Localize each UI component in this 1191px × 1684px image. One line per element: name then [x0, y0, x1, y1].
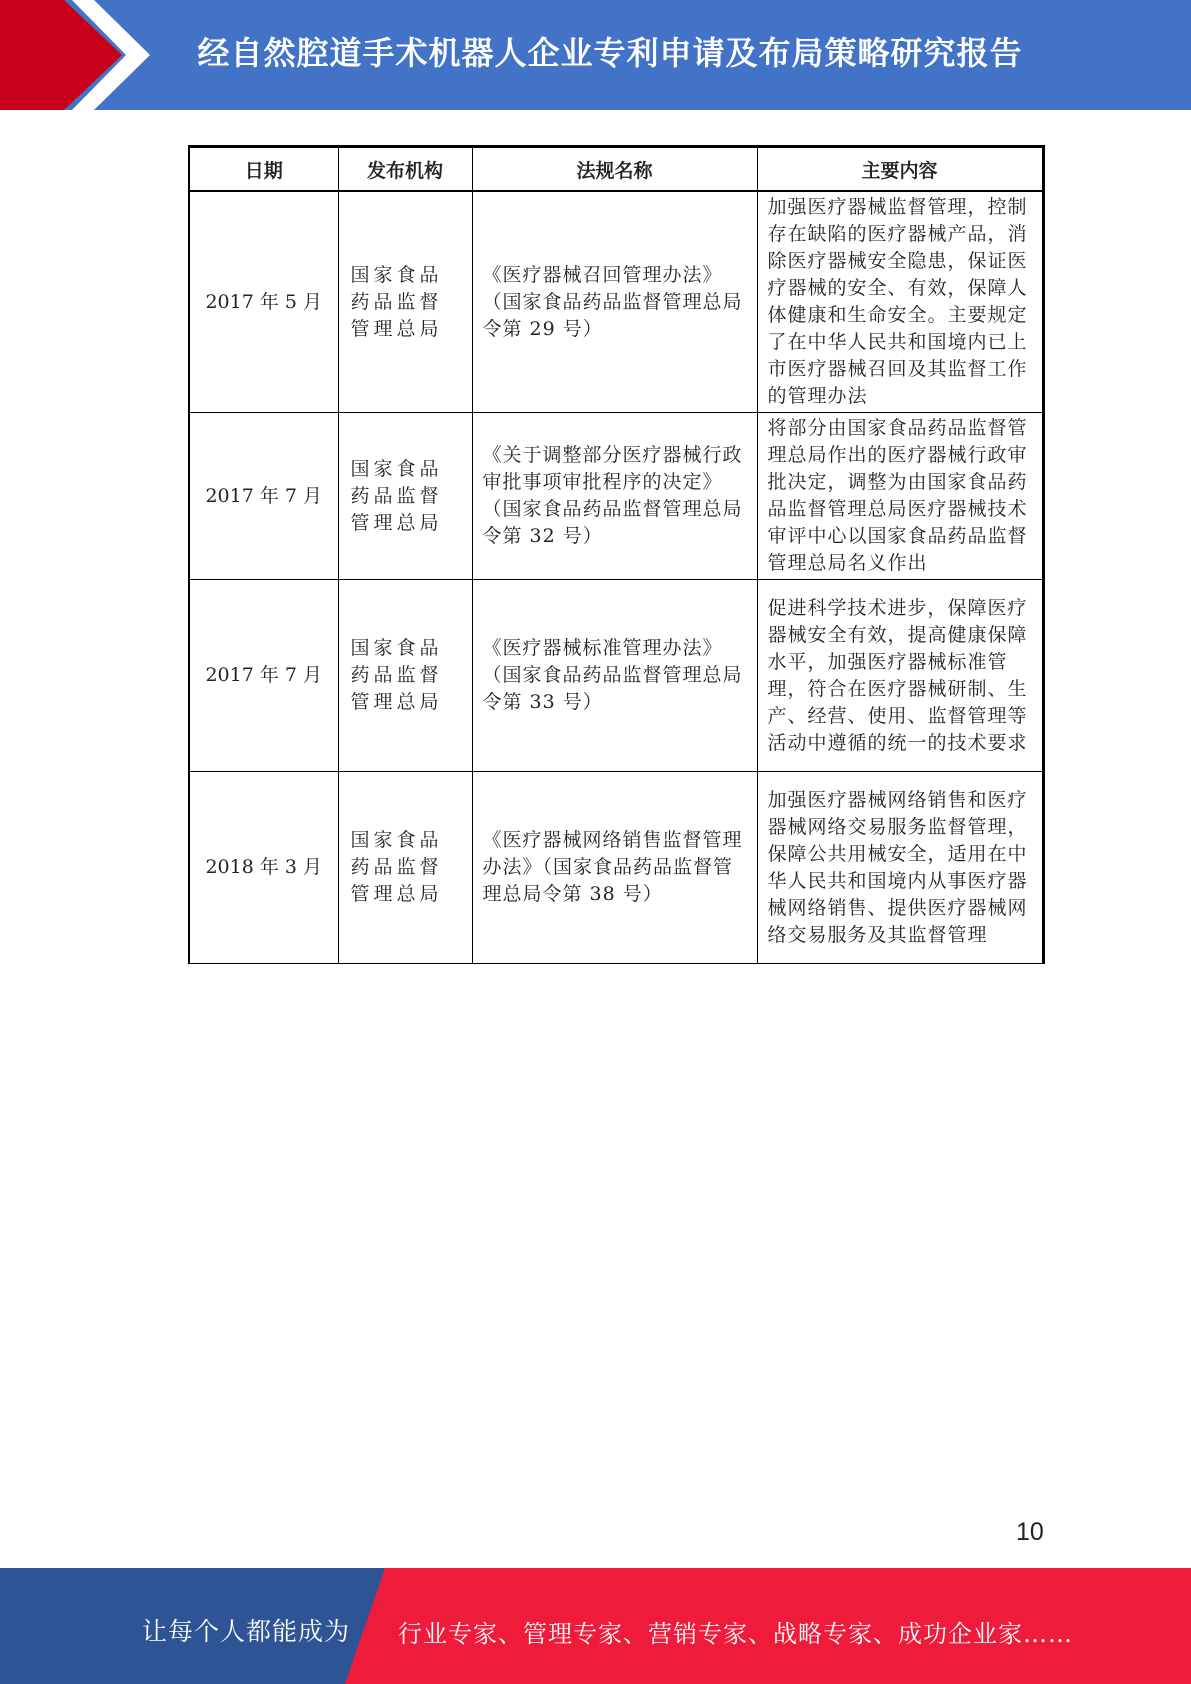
cell-name: 《医疗器械标准管理办法》（国家食品药品监督管理总局令第 33 号） — [472, 580, 757, 772]
cell-name: 《医疗器械网络销售监督管理办法》（国家食品药品监督管理总局令第 38 号） — [472, 772, 757, 964]
footer-slogan-right: 行业专家、管理专家、营销专家、战略专家、成功企业家…… — [398, 1620, 1073, 1648]
table-row — [189, 191, 1043, 413]
header-arrow-icon — [0, 0, 150, 110]
cell-date: 2018 年 3 月 — [189, 772, 338, 964]
cell-org: 国家食品药品监督管理总局 — [338, 191, 472, 413]
cell-name: 《关于调整部分医疗器械行政审批事项审批程序的决定》（国家食品药品监督管理总局令第 32 号） — [472, 413, 757, 580]
cell-date: 2017 年 5 月 — [189, 191, 338, 413]
cell-org: 国家食品药品监督管理总局 — [338, 772, 472, 964]
cell-content: 促进科学技术进步，保障医疗器械安全有效，提高健康保障水平，加强医疗器械标准管理，符合在医疗器械研制、生产、经营、使用、监督管理等活动中遵循的统一的技术要求 — [757, 580, 1043, 772]
cell-org: 国家食品药品监督管理总局 — [338, 580, 472, 772]
cell-content: 将部分由国家食品药品监督管理总局作出的医疗器械行政审批决定，调整为由国家食品药品监督管理总局医疗器械技术审评中心以国家食品药品监督管理总局名义作出 — [757, 413, 1043, 580]
column-header-org: 发布机构 — [338, 147, 472, 192]
cell-date: 2017 年 7 月 — [189, 413, 338, 580]
column-header-name: 法规名称 — [472, 147, 757, 192]
table-row — [189, 413, 1043, 580]
table-header-row — [189, 147, 1043, 192]
cell-org: 国家食品药品监督管理总局 — [338, 413, 472, 580]
footer-banner — [0, 1568, 1191, 1684]
cell-date: 2017 年 7 月 — [189, 580, 338, 772]
column-header-content: 主要内容 — [757, 147, 1043, 192]
page-number: 10 — [1016, 1518, 1044, 1546]
table-row — [189, 772, 1043, 964]
page-title: 经自然腔道手术机器人企业专利申请及布局策略研究报告 — [197, 34, 1023, 72]
cell-content: 加强医疗器械监督管理，控制存在缺陷的医疗器械产品，消除医疗器械安全隐患，保证医疗器械的安全、有效，保障人体健康和生命安全。主要规定了在中华人民共和国境内已上市医疗器械召回及其监督工作的管理办法 — [757, 191, 1043, 413]
regulations-table — [188, 145, 1045, 964]
column-header-date: 日期 — [189, 147, 338, 192]
footer-slogan-left: 让每个人都能成为 — [142, 1617, 351, 1646]
cell-name: 《医疗器械召回管理办法》（国家食品药品监督管理总局令第 29 号） — [472, 191, 757, 413]
header-banner — [0, 0, 1191, 110]
table-row — [189, 580, 1043, 772]
cell-content: 加强医疗器械网络销售和医疗器械网络交易服务监督管理，保障公共用械安全，适用在中华人民共和国境内从事医疗器械网络销售、提供医疗器械网络交易服务及其监督管理 — [757, 772, 1043, 964]
